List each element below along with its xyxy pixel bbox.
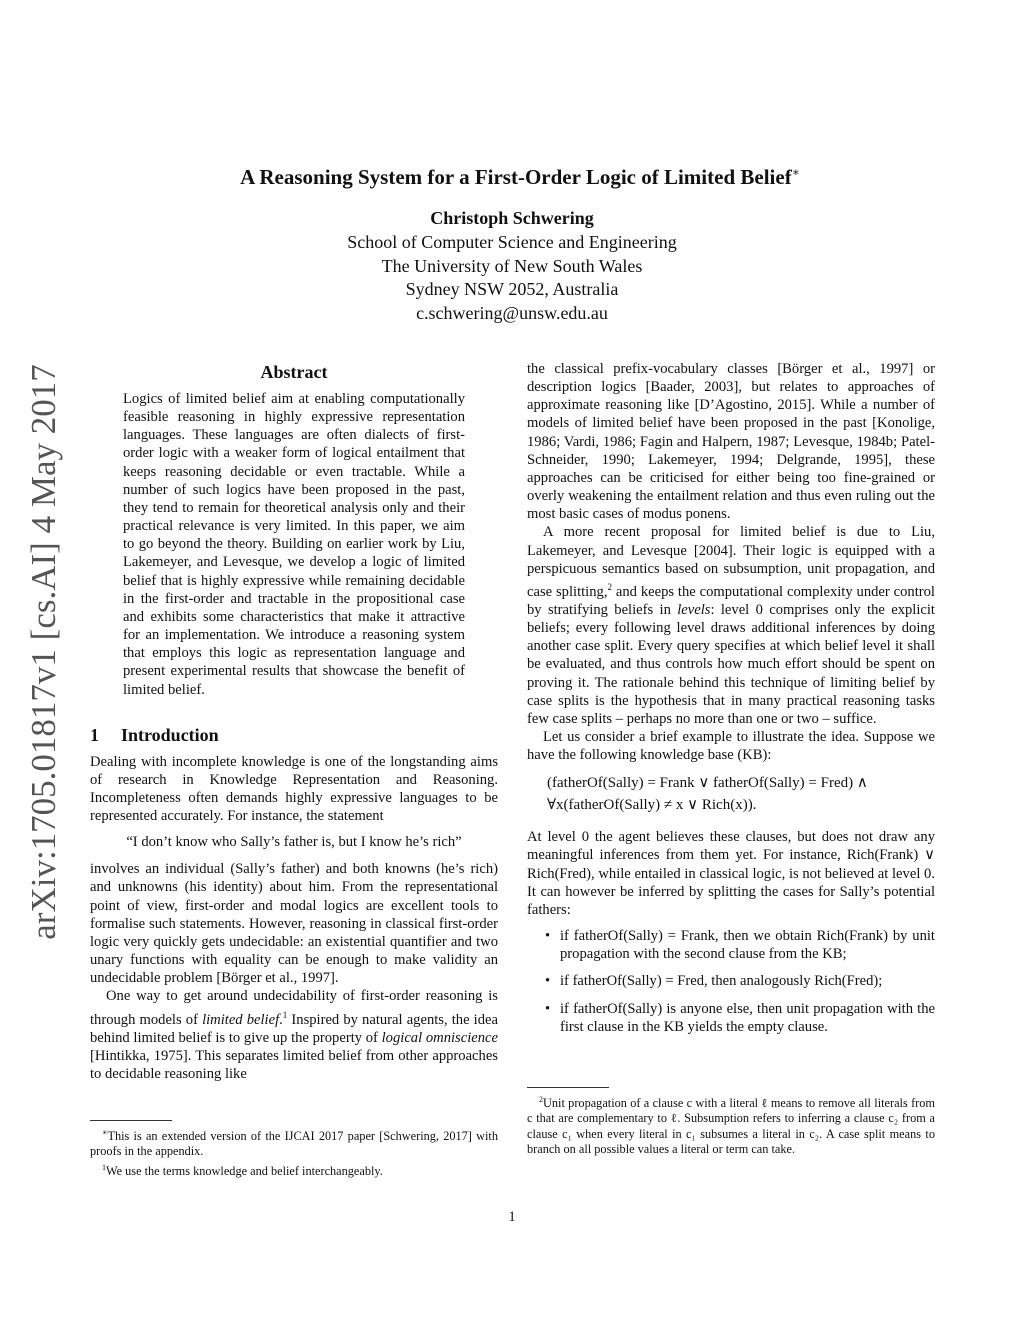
- author-block: [212, 207, 812, 326]
- affiliation-line: The University of New South Wales: [381, 255, 643, 276]
- right-column: [527, 360, 935, 1045]
- author-name: Christoph Schwering: [430, 208, 594, 228]
- paper-title: A Reasoning System for a First-Order Logic of Limited Belief∗: [240, 165, 800, 189]
- abstract-heading: Abstract: [260, 362, 328, 382]
- affiliation-line: School of Computer Science and Engineering: [347, 231, 677, 252]
- paragraph: Dealing with incomplete knowledge is one of the longstanding aims of research in Knowledge Representation and Reasoning. Incompleteness often demands highly expressive languages to be represented accurately. For instance, the statement: [90, 753, 498, 825]
- left-column: [90, 360, 498, 1083]
- paragraph: One way to get around undecidability of first-order reasoning is through models of limited belief.$^1$ Inspired by natural agents, the idea behind limited belief is to give up the property of logical omniscience [Hintikka, 1975]. This separates limited belief from other approaches to decidable reasoning like: [90, 988, 498, 1082]
- quoted-statement: “I don’t know who Sally’s father is, but I know he’s rich”: [126, 834, 462, 851]
- paragraph: At level 0 the agent believes these clauses, but does not draw any meaningful inferences from them yet. For instance, Rich(Frank) ∨ Rich(Fred), while entailed in classical logic, is not believed at level 0. It can however be inferred by splitting the cases for Sally’s potential fathers:: [527, 829, 935, 918]
- section-heading: 1 Introduction: [90, 724, 219, 745]
- footnote-rule: [90, 1120, 172, 1121]
- paragraph: Let us consider a brief example to illustrate the idea. Suppose we have the following knowledge base (KB):: [527, 728, 935, 764]
- list-item: • if fatherOf(Sally) is anyone else, then unit propagation with the first clause in the KB yields the empty clause.: [545, 1000, 935, 1035]
- footnote: $^2$Unit propagation of a clause c with a literal ℓ means to remove all literals from c that are complementary to ℓ. Subsumption refers to inferring a clause c₂ from a clause c₁ when every literal in c₁ subsumes a literal in c₂. A case split means to branch on all possible values a literal or term can take.: [527, 1095, 935, 1156]
- footnote: $^1$We use the terms knowledge and belief interchangeably.: [102, 1162, 383, 1178]
- page-number: 1: [508, 1209, 516, 1225]
- list-item: • if fatherOf(Sally) = Frank, then we obtain Rich(Frank) by unit propagation with the second clause from the KB;: [545, 928, 935, 963]
- list-item: • if fatherOf(Sally) = Fred, then analogously Rich(Fred);: [545, 973, 883, 990]
- affiliation-line: Sydney NSW 2052, Australia: [405, 279, 619, 300]
- arxiv-sidebar-stamp: arXiv:1705.01817v1 [cs.AI] 4 May 2017: [24, 364, 63, 940]
- footnote: ∗This is an extended version of the IJCAI 2017 paper [Schwering, 2017] with proofs in the appendix.: [90, 1128, 498, 1159]
- footnotes-left: [90, 1120, 498, 1179]
- title-footnote-mark: ∗: [791, 165, 800, 179]
- author-email: c.schwering@unsw.edu.au: [416, 303, 608, 324]
- footnote-rule: [527, 1087, 609, 1088]
- paragraph: involves an individual (Sally’s father) and both knowns (he’s rich) and unknowns (his identity) about him. From the representational point of view, first-order and modal logics are excellent tools to formalise such statements. However, reasoning in classical first-order logic very quickly gets undecidable: an existential quantifier and two unary functions with equality can be enough to make validity an undecidable problem [Börger et al., 1997].: [90, 861, 498, 987]
- kb-formula: (fatherOf(Sally) = Frank ∨ fatherOf(Sally) = Fred) ∧ ∀x(fatherOf(Sally) ≠ x ∨ Rich(x)).: [547, 775, 868, 814]
- footnotes-right: [527, 1087, 935, 1157]
- paragraph: A more recent proposal for limited belief is due to Liu, Lakemeyer, and Levesque [2004]. Their logic is equipped with a perspicuous semantics based on subsumption, unit propagation, and case splitting,$^2$ and keeps the computational complexity under control by stratifying beliefs in levels: level 0 comprises only the explicit beliefs; every following level draws additional inferences by doing another case split. Every query specifies at which belief level it shall be evaluated, and thus controls how much effort should be spent on proving it. The rationale behind this technique of limiting belief by case splits is the hypothesis that in many practical reasoning tasks few case splits – perhaps no more than one or two – suffice.: [527, 524, 935, 727]
- paragraph: the classical prefix-vocabulary classes [Börger et al., 1997] or description logics [Baader, 2003], but relates to approaches of approximate reasoning like [D’Agostino, 2015]. While a number of models of limited belief have been proposed in the past [Konolige, 1986; Vardi, 1986; Fagin and Halpern, 1987; Levesque, 1984b; Patel-Schneider, 1990; Lakemeyer, 1994; Delgrande, 1995], these approaches can be criticised for either being too fine-grained or overly weakening the entailment relation and thus even ruling out the most basic cases of modus ponens.: [527, 361, 935, 523]
- abstract-text: Logics of limited belief aim at enabling computationally feasible reasoning in highly expressive representation languages. These languages are often dialects of first-order logic with a weaker form of logical entailment that keeps reasoning decidable or even tractable. While a number of such logics have been proposed in the past, they tend to remain for theoretical analysis only and their practical relevance is very limited. In this paper, we aim to go beyond the theory. Building on earlier work by Liu, Lakemeyer, and Levesque, we develop a logic of limited belief that is highly expressive while remaining decidable in the first-order and tractable in the propositional case and exhibits some characteristics that make it attractive for an implementation. We introduce a reasoning system that employs this logic as representation language and present experimental results that showcase the benefit of limited belief.: [123, 391, 465, 698]
- case-split-list: [527, 927, 935, 1036]
